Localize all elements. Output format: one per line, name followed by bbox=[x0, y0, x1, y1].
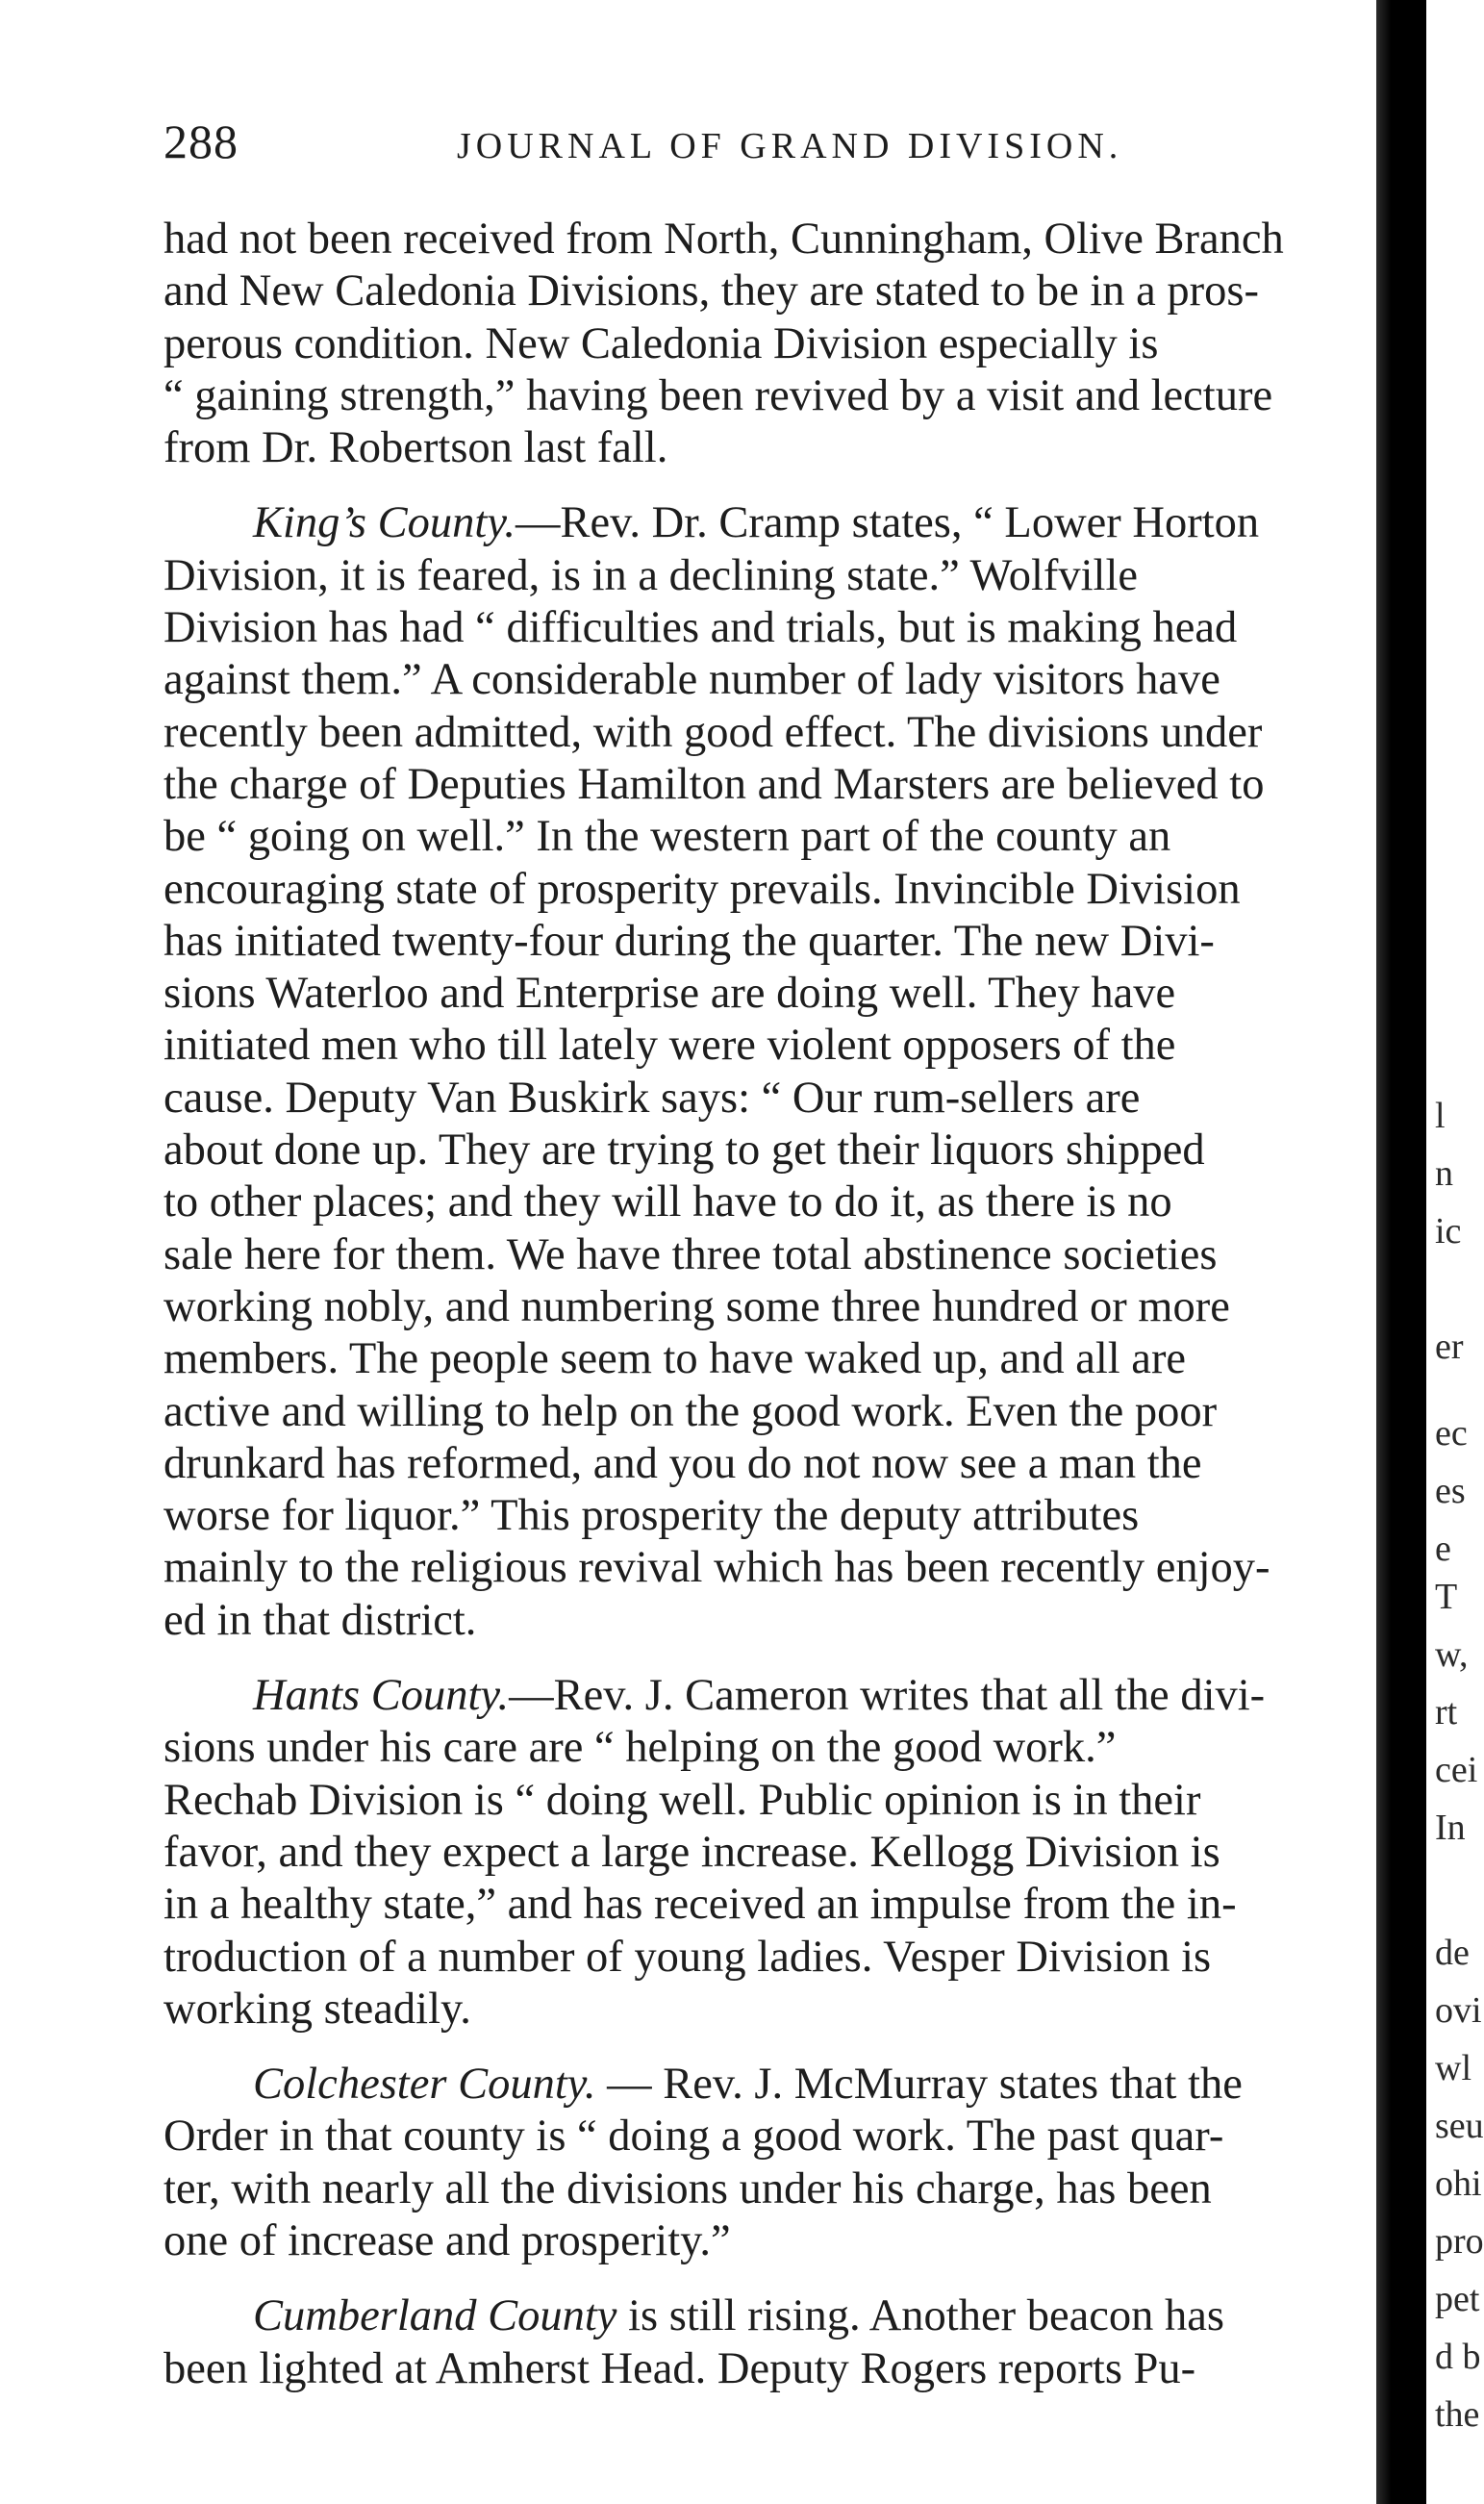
text-line: Order in that county is “ doing a good work. The past quar- bbox=[163, 2112, 1224, 2162]
adjacent-page-fragment: de bbox=[1435, 1933, 1470, 1973]
county-name: Colchester County. bbox=[253, 2060, 596, 2110]
adjacent-page-fragment: the bbox=[1435, 2394, 1480, 2435]
adjacent-page-fragment: ohi bbox=[1435, 2163, 1482, 2204]
adjacent-page-fragment: ovi bbox=[1435, 1990, 1482, 2031]
text-line: about done up. They are trying to get their liquors shipped bbox=[163, 1126, 1205, 1176]
text-line: to other places; and they will have to do it, as there is no bbox=[163, 1177, 1172, 1227]
text-line: “ gaining strength,” having been revived by a visit and lecture bbox=[163, 370, 1273, 420]
adjacent-page-fragment: w, bbox=[1435, 1634, 1469, 1675]
text-line: working nobly, and numbering some three hundred or more bbox=[163, 1281, 1230, 1331]
line-text: — Rev. J. McMurray states that the bbox=[595, 2060, 1243, 2110]
binding-gutter-shadow bbox=[1376, 0, 1426, 2504]
text-line: be “ going on well.” In the western part of the county an bbox=[163, 812, 1171, 862]
text-line: worse for liquor.” This prosperity the deputy attributes bbox=[163, 1491, 1140, 1541]
running-head: JOURNAL OF GRAND DIVISION. bbox=[457, 126, 1123, 166]
county-name: King’s County. bbox=[253, 498, 516, 548]
text-line: mainly to the religious revival which has been recently enjoy- bbox=[163, 1543, 1270, 1593]
text-line: troduction of a number of young ladies. Vesper Division is bbox=[163, 1932, 1212, 1982]
adjacent-page-fragment: l bbox=[1435, 1096, 1446, 1136]
adjacent-page-fragment: d b bbox=[1435, 2337, 1481, 2377]
text-line: recently been admitted, with good effect. The divisions under bbox=[163, 707, 1263, 757]
adjacent-page-fragment: ic bbox=[1435, 1211, 1462, 1252]
text-line: drunkard has reformed, and you do not now see a man the bbox=[163, 1438, 1202, 1488]
paragraph-kings-county bbox=[163, 497, 1419, 1647]
text-line bbox=[163, 2290, 1419, 2342]
adjacent-page-fragment: seu bbox=[1435, 2106, 1484, 2146]
text-line: sions Waterloo and Enterprise are doing well. They have bbox=[163, 969, 1176, 1019]
adjacent-page-edge bbox=[1431, 0, 1484, 2504]
county-name: Hants County. bbox=[253, 1671, 510, 1721]
text-line: initiated men who till lately were violent opposers of the bbox=[163, 1021, 1176, 1071]
adjacent-page-fragment: ec bbox=[1435, 1413, 1468, 1454]
adjacent-page-fragment: wl bbox=[1435, 2048, 1471, 2088]
adjacent-page-fragment: pet bbox=[1435, 2279, 1480, 2319]
page-number: 288 bbox=[163, 114, 239, 168]
text-line: favor, and they expect a large increase. Kellogg Division is bbox=[163, 1827, 1220, 1877]
text-line: sale here for them. We have three total abstinence societies bbox=[163, 1229, 1218, 1279]
text-line: against them.” A considerable number of lady visitors have bbox=[163, 655, 1220, 705]
text-line: sions under his care are “ helping on the good work.” bbox=[163, 1723, 1117, 1773]
adjacent-page-fragment: n bbox=[1435, 1153, 1453, 1194]
text-line: ter, with nearly all the divisions under his charge, has been bbox=[163, 2163, 1212, 2213]
text-line bbox=[163, 1670, 1419, 1722]
body-text bbox=[163, 214, 1419, 2395]
text-line bbox=[163, 497, 1419, 549]
county-name: Cumberland County bbox=[253, 2291, 617, 2341]
text-line bbox=[163, 2059, 1419, 2111]
text-line: encouraging state of prosperity prevails. Invincible Division bbox=[163, 864, 1241, 914]
page-header bbox=[163, 114, 1414, 181]
text-line: Rechab Division is “ doing well. Public opinion is in their bbox=[163, 1775, 1201, 1825]
adjacent-page-fragment: es bbox=[1435, 1471, 1466, 1511]
line-text: —Rev. Dr. Cramp states, “ Lower Horton bbox=[516, 498, 1260, 548]
text-line: from Dr. Robertson last fall. bbox=[163, 423, 668, 473]
text-line: cause. Deputy Van Buskirk says: “ Our rum-sellers are bbox=[163, 1073, 1141, 1123]
text-line: members. The people seem to have waked up, and all are bbox=[163, 1334, 1187, 1384]
adjacent-page-fragment: In bbox=[1435, 1808, 1466, 1848]
line-text: is still rising. Another beacon has bbox=[616, 2291, 1224, 2341]
text-line: Division has had “ difficulties and trials, but is making head bbox=[163, 603, 1238, 653]
adjacent-page-fragment: rt bbox=[1435, 1692, 1458, 1733]
text-line: been lighted at Amherst Head. Deputy Rogers reports Pu- bbox=[163, 2343, 1196, 2393]
adjacent-page-fragment: cei bbox=[1435, 1750, 1478, 1790]
text-line: has initiated twenty-four during the quarter. The new Divi- bbox=[163, 916, 1215, 966]
line-text: —Rev. J. Cameron writes that all the divi- bbox=[509, 1671, 1266, 1721]
text-line: Division, it is feared, is in a declining state.” Wolfville bbox=[163, 550, 1139, 600]
paragraph-cumberland-county bbox=[163, 2290, 1419, 2395]
text-line: and New Caledonia Divisions, they are stated to be in a pros- bbox=[163, 266, 1259, 316]
adjacent-page-fragment: pro bbox=[1435, 2221, 1484, 2262]
text-line: ed in that district. bbox=[163, 1595, 477, 1645]
text-line: the charge of Deputies Hamilton and Marsters are believed to bbox=[163, 759, 1265, 809]
text-line: had not been received from North, Cunningham, Olive Branch bbox=[163, 215, 1284, 264]
text-line: perous condition. New Caledonia Division especially is bbox=[163, 318, 1159, 368]
adjacent-page-fragment: T bbox=[1435, 1577, 1458, 1617]
adjacent-page-fragment: e bbox=[1435, 1529, 1451, 1569]
text-line: working steadily. bbox=[163, 1984, 471, 2034]
paragraph-continuation bbox=[163, 214, 1419, 474]
text-line: one of increase and prosperity.” bbox=[163, 2215, 731, 2265]
paragraph-hants-county bbox=[163, 1670, 1419, 2036]
adjacent-page-fragment: er bbox=[1435, 1327, 1464, 1367]
text-line: active and willing to help on the good work. Even the poor bbox=[163, 1386, 1218, 1436]
text-line: in a healthy state,” and has received an impulse from the in- bbox=[163, 1880, 1237, 1930]
paragraph-colchester-county bbox=[163, 2059, 1419, 2267]
